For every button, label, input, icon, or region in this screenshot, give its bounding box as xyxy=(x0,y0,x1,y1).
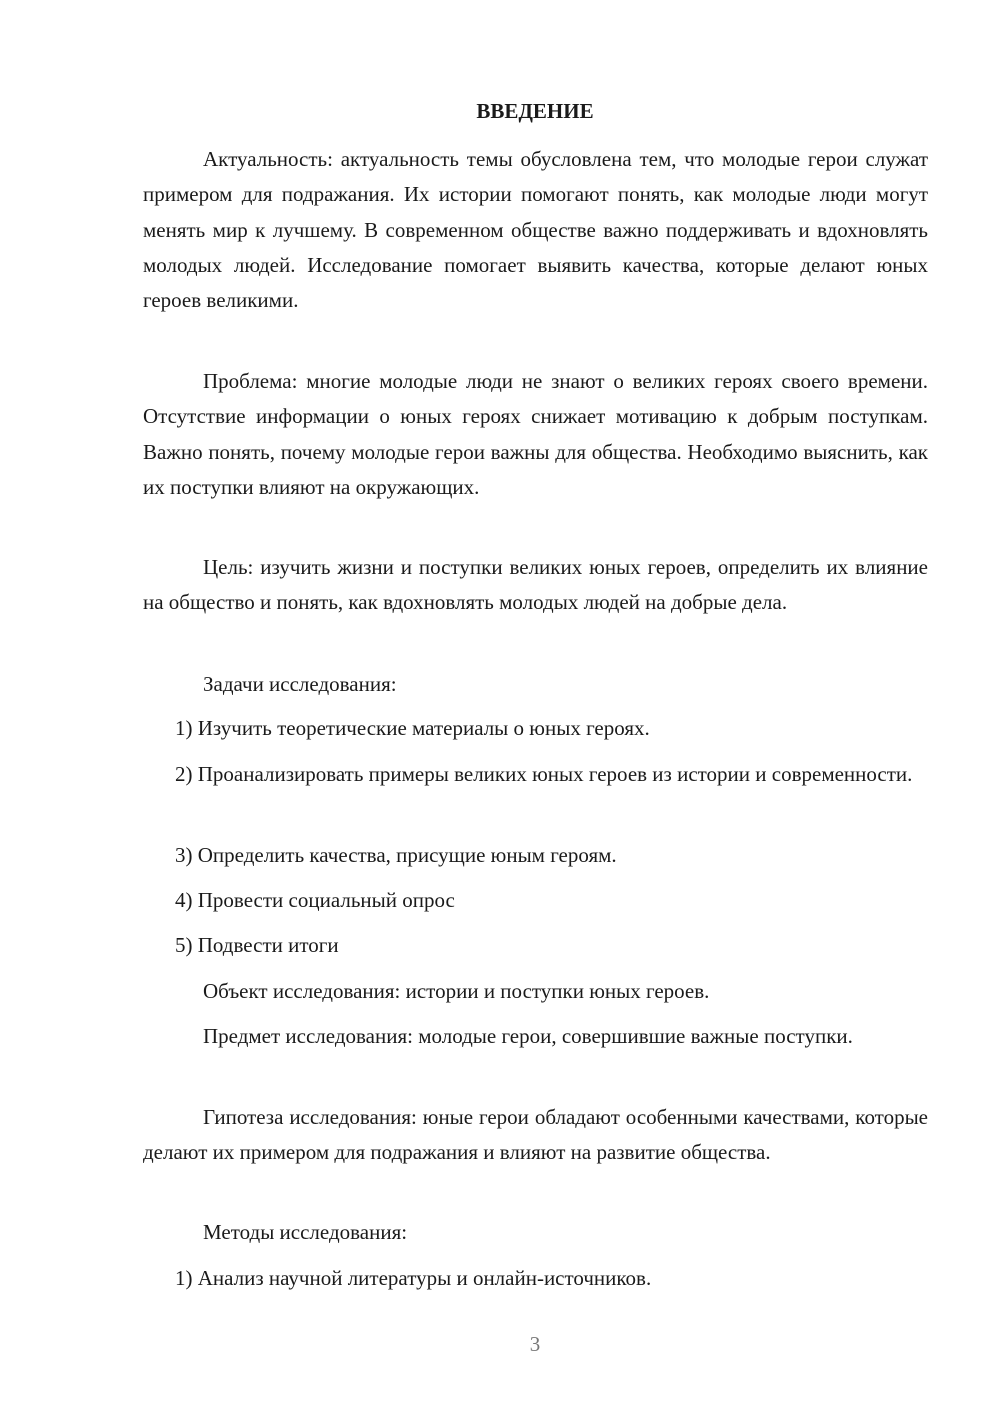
task-item-2: 2) Проанализировать примеры великих юных героев из истории и современности. xyxy=(175,762,913,786)
object-paragraph: Объект исследования: истории и поступки юных героев. xyxy=(203,979,710,1003)
methods-heading: Методы исследования: xyxy=(203,1220,408,1244)
task-item-4: 4) Провести социальный опрос xyxy=(175,888,455,912)
section-title: ВВЕДЕНИЕ xyxy=(476,99,594,123)
task-item-1: 1) Изучить теоретические материалы о юных героях. xyxy=(175,716,650,740)
task-item-5: 5) Подвести итоги xyxy=(175,933,339,957)
problem-paragraph: Проблема: многие молодые люди не знают о великих героях своего времени. Отсутствие информации о юных героях снижает мотивацию к добрым поступкам. Важно понять, почему молодые герои важны для общества. Необходимо выяснить, как их поступки влияют на окружающих. xyxy=(143,369,928,499)
relevance-paragraph: Актуальность: актуальность темы обусловлена тем, что молодые герои служат примером для подражания. Их истории помогают понять, как молодые люди могут менять мир к лучшему. В современном обществе важно поддерживать и вдохновлять молодых людей. Исследование помогает выявить качества, которые делают юных героев великими. xyxy=(143,147,928,313)
page-number: 3 xyxy=(529,1332,541,1356)
goal-paragraph: Цель: изучить жизни и поступки великих юных героев, определить их влияние на общество и понять, как вдохновлять молодых людей на добрые дела. xyxy=(143,555,928,615)
task-item-3: 3) Определить качества, присущие юным героям. xyxy=(175,843,617,867)
tasks-heading: Задачи исследования: xyxy=(203,672,397,696)
subject-paragraph: Предмет исследования: молодые герои, совершившие важные поступки. xyxy=(203,1024,853,1048)
hypothesis-paragraph: Гипотеза исследования: юные герои обладают особенными качествами, которые делают их примером для подражания и влияют на развитие общества. xyxy=(143,1105,928,1165)
method-item-1: 1) Анализ научной литературы и онлайн-источников. xyxy=(175,1266,652,1290)
